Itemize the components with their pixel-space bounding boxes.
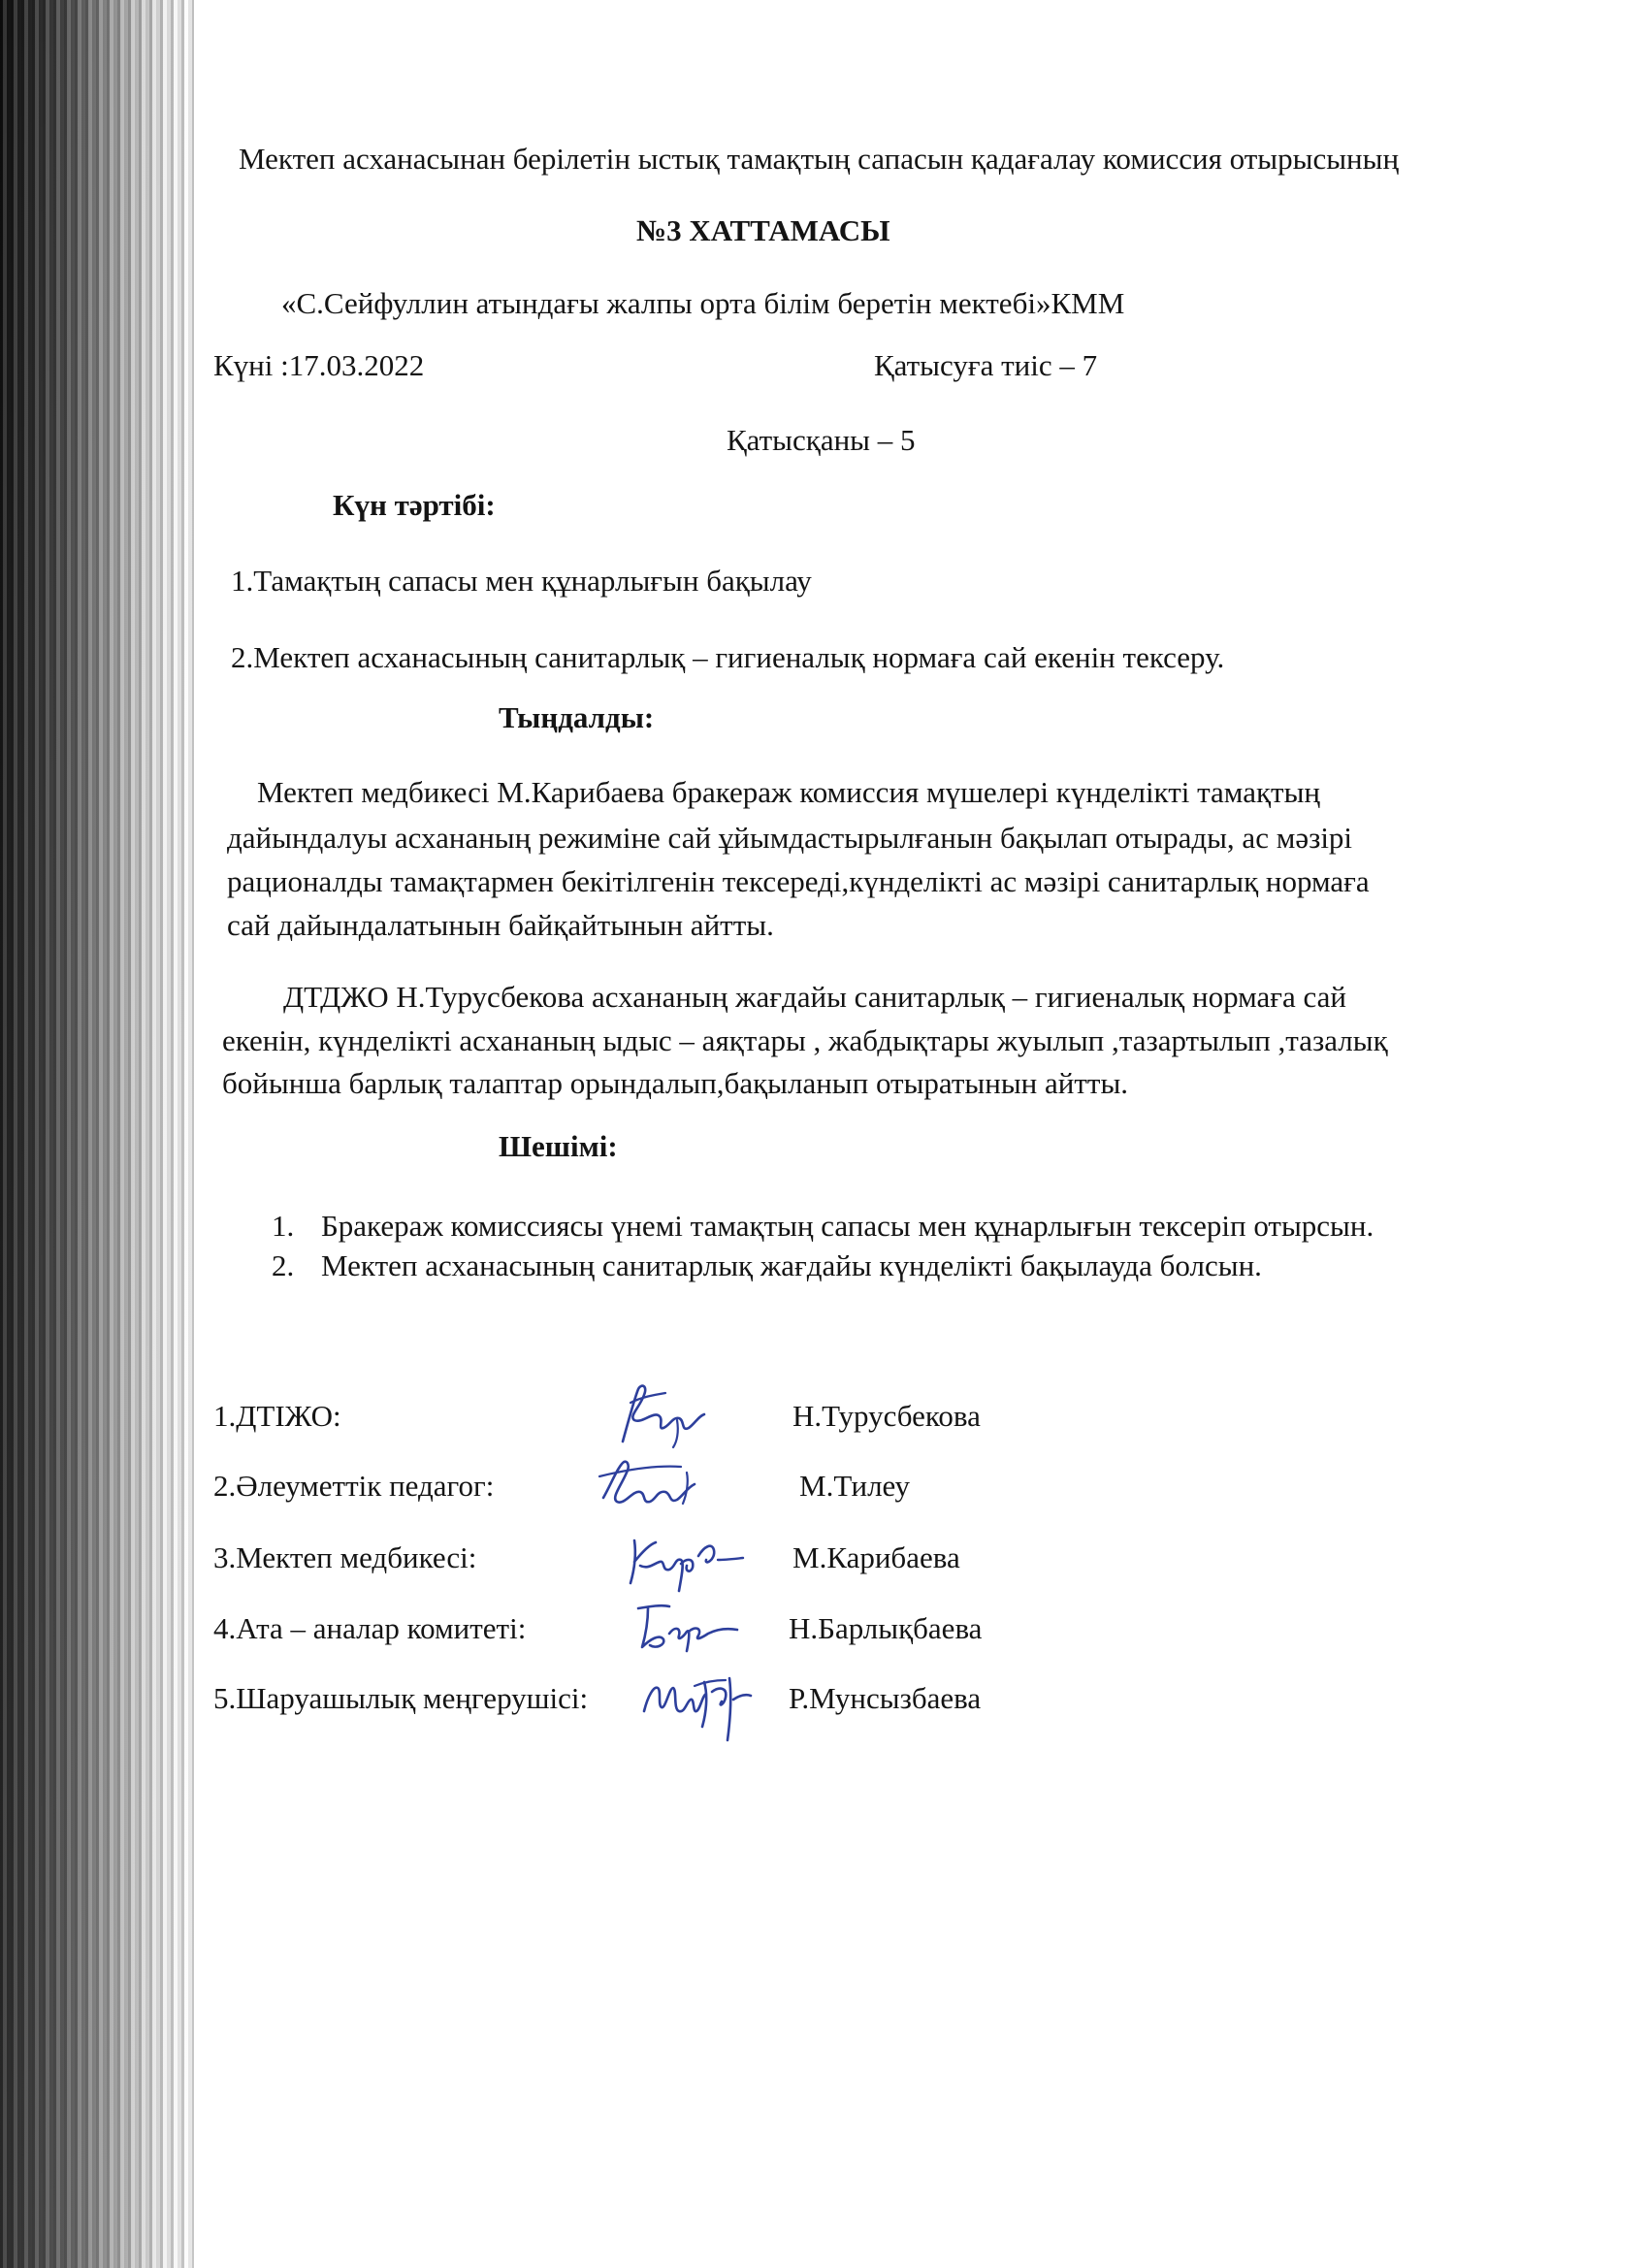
signatory-role: 1.ДТІЖО: — [213, 1399, 341, 1433]
handwritten-signature — [609, 1381, 716, 1451]
signatory-role: 2.Әлеуметтік педагог: — [213, 1469, 495, 1503]
decision-item-text: Бракераж комиссиясы үнемі тамақтың сапасы мен құнарлығын тексеріп отырсын. — [321, 1209, 1374, 1243]
handwritten-signature — [627, 1599, 741, 1653]
heard-paragraph-line: бойынша барлық талаптар орындалып,бақыланып отыратынын айтты. — [222, 1066, 1129, 1100]
heard-paragraph-line: дайындалуы асхананың режиміне сай ұйымдастырылғанын бақылап отырады, ас мәзірі — [227, 821, 1353, 855]
protocol-number-title: №3 ХАТТАМАСЫ — [636, 213, 890, 247]
decision-item-number: 2. — [272, 1248, 295, 1282]
signatory-name: М.Тилеу — [799, 1469, 911, 1503]
heard-paragraph-line: ДТДЖО Н.Турусбекова асхананың жағдайы санитарлық – гигиеналық нормаға сай — [283, 980, 1346, 1014]
heard-paragraph-line: рационалды тамақтармен бекітілгенін тексереді,күнделікті ас мәзірі санитарлық нормаға — [227, 864, 1370, 898]
heard-heading: Тыңдалды: — [499, 700, 655, 734]
decision-item-number: 1. — [272, 1209, 295, 1243]
handwritten-signature — [594, 1455, 714, 1515]
signatory-role: 5.Шаруашылық меңгерушісі: — [213, 1681, 589, 1715]
agenda-heading: Күн тәртібі: — [333, 488, 496, 522]
signatory-role: 4.Ата – аналар комитеті: — [213, 1611, 527, 1645]
agenda-item: 1.Тамақтың сапасы мен құнарлығын бақылау — [231, 564, 812, 598]
meeting-date: Күні :17.03.2022 — [213, 348, 425, 382]
expected-attendance: Қатысуға тиіс – 7 — [874, 348, 1098, 382]
actual-attendance: Қатысқаны – 5 — [727, 423, 916, 457]
signatory-name: Н.Барлықбаева — [789, 1611, 983, 1645]
protocol-heading-line: Мектеп асханасынан берілетін ыстық тамақтың сапасын қадағалау комиссия отырысының — [239, 142, 1400, 176]
decision-item-text: Мектеп асханасының санитарлық жағдайы күнделікті бақылауда болсын. — [321, 1248, 1262, 1282]
signatory-role: 3.Мектеп медбикесі: — [213, 1540, 477, 1574]
signatory-name: М.Карибаева — [792, 1540, 960, 1574]
handwritten-signature — [636, 1667, 757, 1744]
heard-paragraph-line: екенін, күнделікті асхананың ыдыс – аяқтары , жабдықтары жуылып ,тазартылып ,тазалық — [222, 1023, 1388, 1057]
heard-paragraph-line: сай дайындалатынын байқайтынын айтты. — [227, 908, 774, 942]
decision-heading: Шешімі: — [499, 1129, 618, 1163]
heard-paragraph-line: Мектеп медбикесі М.Карибаева бракераж комиссия мүшелері күнделікті тамақтың — [257, 775, 1320, 809]
school-name: «С.Сейфуллин атындағы жалпы орта білім беретін мектебі»КММ — [281, 286, 1125, 320]
agenda-item: 2.Мектеп асханасының санитарлық – гигиеналық нормаға сай екенін тексеру. — [231, 640, 1225, 674]
scan-shadow-fade — [0, 0, 194, 2268]
signatory-name: Р.Мунсызбаева — [789, 1681, 982, 1715]
handwritten-signature — [617, 1527, 747, 1595]
signatory-name: Н.Турусбекова — [792, 1399, 981, 1433]
